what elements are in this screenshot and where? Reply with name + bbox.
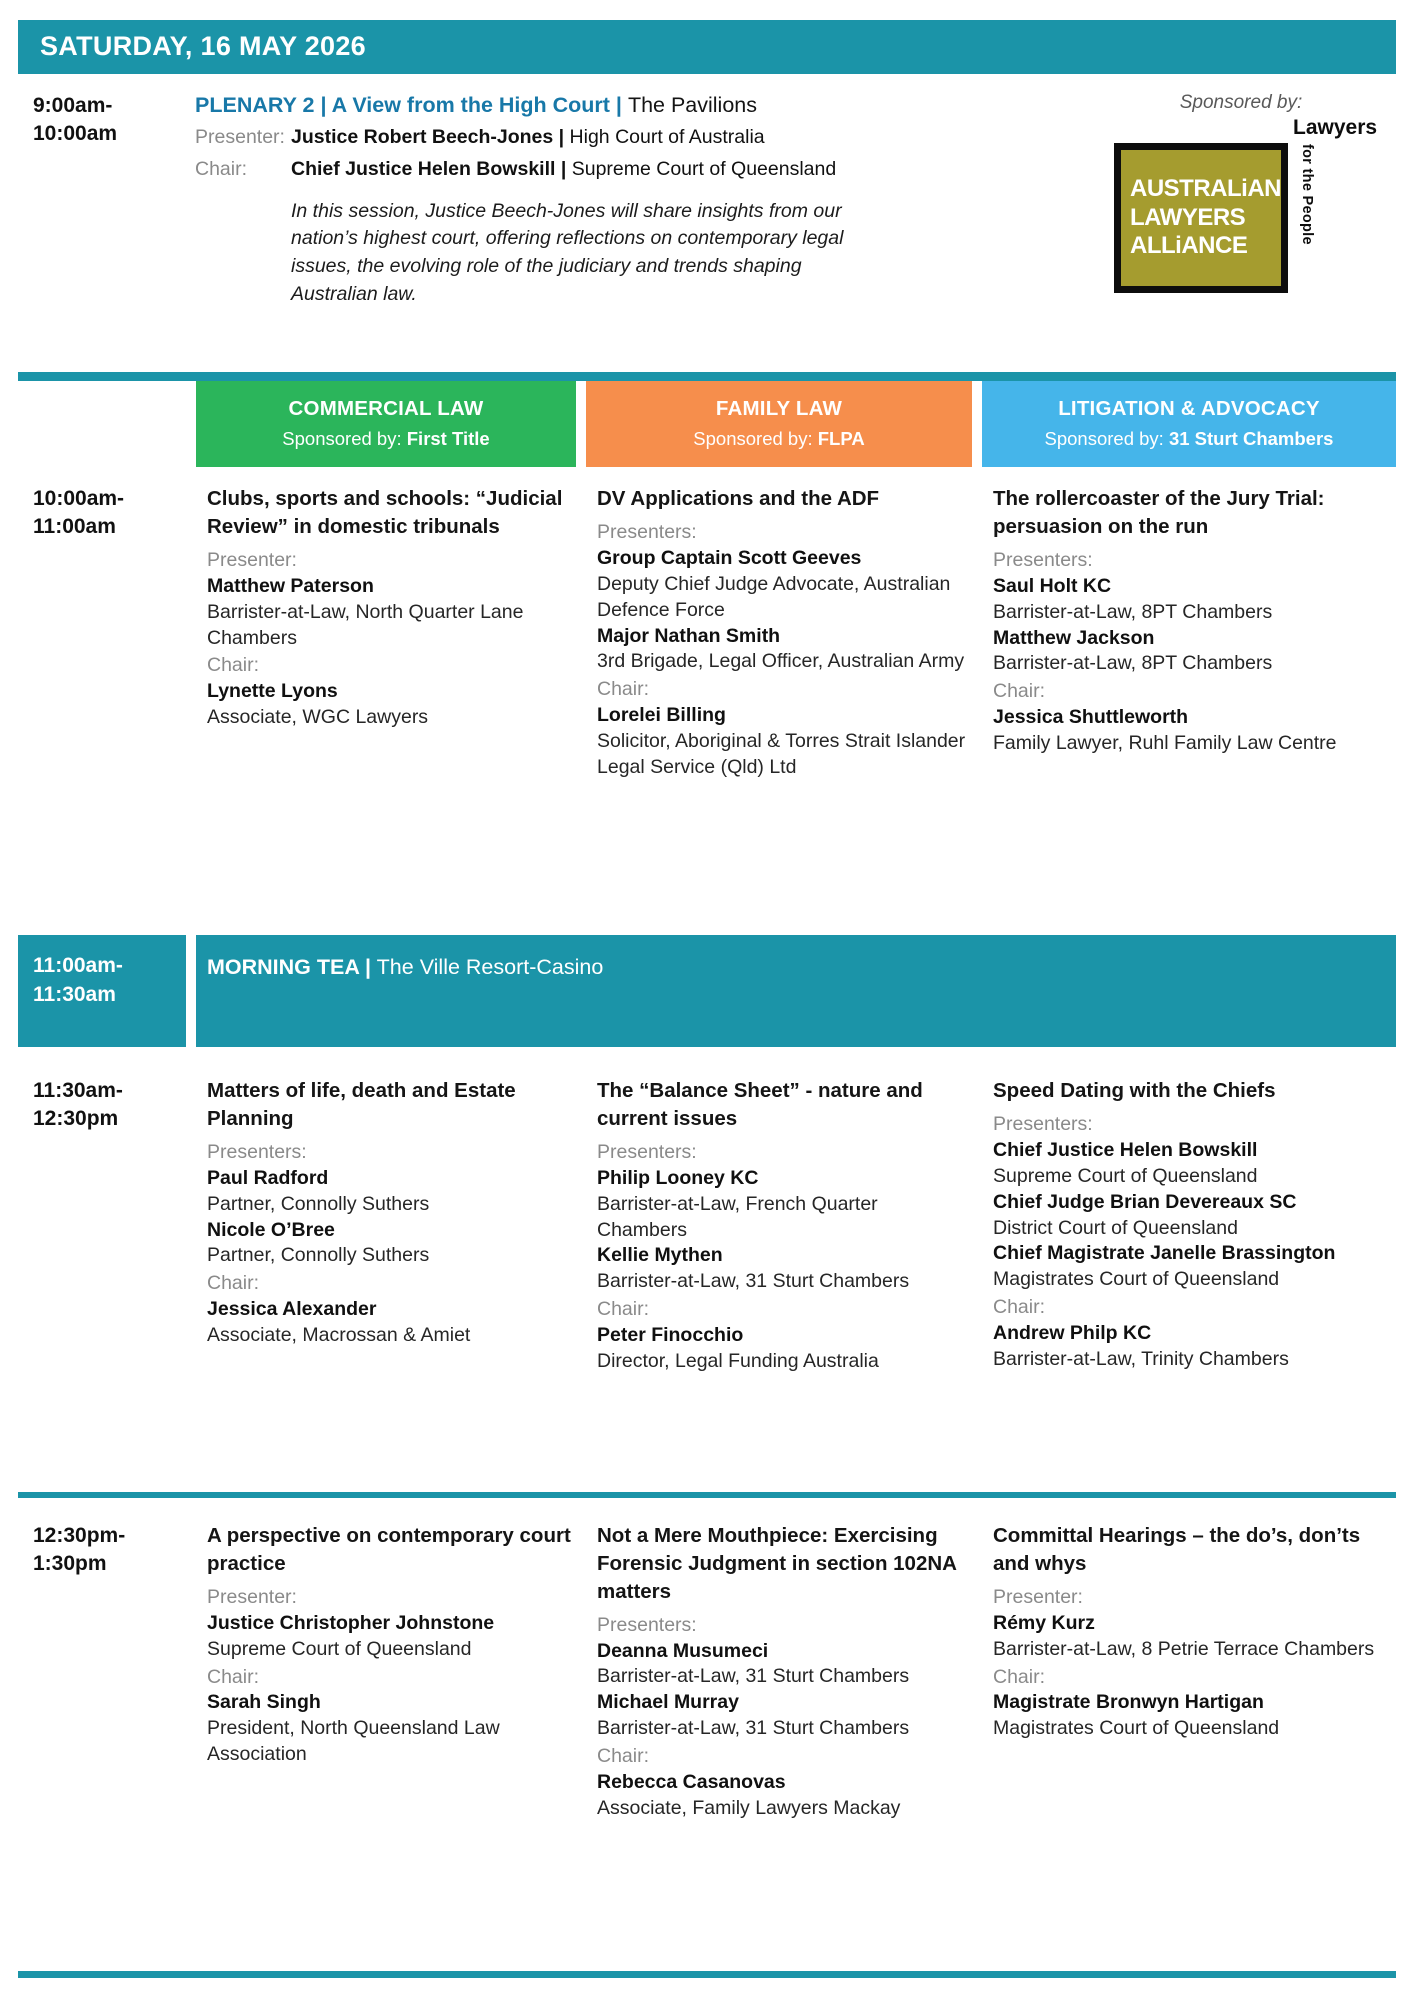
person-line: Presenters: xyxy=(597,1140,697,1163)
person-line: Saul Holt KC xyxy=(993,574,1112,597)
session-row-1230pm xyxy=(18,1498,1396,1971)
plenary-title-highlight: PLENARY 2 | A View from the High Court | xyxy=(195,93,622,117)
person-line: Partner, Connolly Suthers xyxy=(207,1244,430,1267)
time-end: 10:00am xyxy=(33,122,118,146)
sponsored-by-label: Sponsored by: xyxy=(1179,92,1303,113)
track-header-commercial-law xyxy=(196,381,576,467)
session-title: DV Applications and the ADF xyxy=(597,487,880,510)
session-row-10am xyxy=(18,467,1396,935)
person-line: Magistrates Court of Queensland xyxy=(993,1268,1280,1291)
session-title: Not a Mere Mouthpiece: Exercising Forensic Judgment in section 102NA matters xyxy=(597,1524,957,1603)
person-line: Presenters: xyxy=(993,548,1093,571)
person-line: Jessica Shuttleworth xyxy=(993,706,1189,729)
ala-logo-line2: LAWYERS xyxy=(1130,203,1246,231)
person-line: 3rd Brigade, Legal Officer, Australian Army xyxy=(597,650,965,673)
session-title: Matters of life, death and Estate Planning xyxy=(207,1079,516,1130)
person-line: Chair: xyxy=(993,680,1046,703)
session-cell-family xyxy=(586,485,972,935)
session-cell-family xyxy=(586,1522,972,1971)
chair-value: Chief Justice Helen Bowskill | Supreme Court of Queensland xyxy=(291,158,837,181)
plenary-chair-row xyxy=(195,157,1086,182)
track-header-spacer xyxy=(18,381,186,467)
plenary-venue: The Pavilions xyxy=(627,93,758,117)
person-line: Matthew Jackson xyxy=(993,626,1155,649)
person-line: Deanna Musumeci xyxy=(597,1639,769,1662)
person-line: Associate, WGC Lawyers xyxy=(207,706,429,729)
person-line: Philip Looney KC xyxy=(597,1166,759,1189)
presenter-label: Presenter: xyxy=(195,126,285,148)
person-line: Presenters: xyxy=(597,1613,697,1636)
person-line: Presenters: xyxy=(993,1112,1093,1135)
person-line: Barrister-at-Law, 8 Petrie Terrace Chambers xyxy=(993,1637,1375,1660)
person-line: Barrister-at-Law, 8PT Chambers xyxy=(993,652,1273,675)
session-people xyxy=(597,1613,968,1822)
track-sponsor: Sponsored by: First Title xyxy=(282,428,490,449)
time-end: 11:00am xyxy=(33,515,116,539)
time-end: 1:30pm xyxy=(33,1552,107,1576)
session-cell-commercial xyxy=(196,1077,576,1492)
person-line: Lorelei Billing xyxy=(597,704,726,727)
time-start: 9:00am- xyxy=(33,94,113,117)
session-people xyxy=(993,1112,1392,1373)
person-line: Chair: xyxy=(207,1272,260,1295)
person-line: President, North Queensland Law Association xyxy=(207,1717,500,1766)
person-line: Barrister-at-Law, 31 Sturt Chambers xyxy=(597,1665,910,1688)
session-title: The “Balance Sheet” - nature and current issues xyxy=(597,1079,923,1130)
session-people xyxy=(597,520,968,781)
plenary-details xyxy=(186,92,1086,360)
plenary-session xyxy=(18,92,1396,360)
presenter-value: Justice Robert Beech-Jones | High Court of Australia xyxy=(291,126,765,148)
plenary-title xyxy=(195,93,1086,118)
track-name: COMMERCIAL LAW xyxy=(288,397,484,420)
session-people xyxy=(993,1585,1392,1743)
person-line: Presenter: xyxy=(207,1585,297,1608)
person-line: Chair: xyxy=(207,654,260,677)
break-venue: The Ville Resort-Casino xyxy=(376,955,604,979)
person-line: Jessica Alexander xyxy=(207,1298,377,1321)
ala-tagline-side: for the People xyxy=(1299,144,1315,245)
ala-tagline-top: Lawyers xyxy=(1293,116,1378,139)
person-line: Matthew Paterson xyxy=(207,574,374,597)
person-line: Director, Legal Funding Australia xyxy=(597,1350,879,1373)
track-sponsor: Sponsored by: 31 Sturt Chambers xyxy=(1044,428,1334,449)
divider-bottom xyxy=(18,1971,1396,1978)
plenary-description: In this session, Justice Beech-Jones will share insights from our nation’s highest court, offering reflections on contemporary legal issues, the evolving role of the judiciary and trends shaping Australian law. xyxy=(291,199,844,305)
person-line: Michael Murray xyxy=(597,1691,739,1714)
person-line: Group Captain Scott Geeves xyxy=(597,546,862,569)
session-title: Committal Hearings – the do’s, don’ts and whys xyxy=(993,1524,1361,1575)
person-line: Rebecca Casanovas xyxy=(597,1771,786,1794)
person-line: Presenter: xyxy=(207,548,297,571)
plenary-sponsor-block xyxy=(1086,92,1396,360)
person-line: Chair: xyxy=(597,1298,650,1321)
person-line: Major Nathan Smith xyxy=(597,624,781,647)
ala-logo-line1: AUSTRALiAN xyxy=(1130,174,1281,202)
person-line: Barrister-at-Law, 31 Sturt Chambers xyxy=(597,1717,910,1740)
person-line: Chair: xyxy=(597,678,650,701)
person-line: Chief Magistrate Janelle Brassington xyxy=(993,1242,1336,1265)
session-time-range xyxy=(18,1077,186,1492)
person-line: Supreme Court of Queensland xyxy=(207,1637,472,1660)
person-line: Presenters: xyxy=(597,520,697,543)
person-line: District Court of Queensland xyxy=(993,1216,1238,1239)
session-cell-litigation xyxy=(982,485,1396,935)
session-cell-litigation xyxy=(982,1522,1396,1971)
person-line: Associate, Macrossan & Amiet xyxy=(207,1324,471,1347)
person-line: Chair: xyxy=(993,1296,1046,1319)
person-line: Lynette Lyons xyxy=(207,680,338,703)
person-line: Barrister-at-Law, French Quarter Chambers xyxy=(597,1192,878,1241)
person-line: Justice Christopher Johnstone xyxy=(207,1611,495,1634)
session-cell-family xyxy=(586,1077,972,1492)
time-start: 10:00am- xyxy=(33,487,125,510)
person-line: Supreme Court of Queensland xyxy=(993,1164,1258,1187)
ala-logo-tagline xyxy=(1293,117,1377,245)
person-line: Family Lawyer, Ruhl Family Law Centre xyxy=(993,732,1337,755)
session-cell-litigation xyxy=(982,1077,1396,1492)
session-title: Speed Dating with the Chiefs xyxy=(993,1079,1276,1102)
session-people xyxy=(993,548,1392,757)
person-line: Magistrate Bronwyn Hartigan xyxy=(993,1691,1264,1714)
day-banner: SATURDAY, 16 MAY 2026 xyxy=(18,20,1396,74)
track-sponsor: Sponsored by: FLPA xyxy=(693,428,865,449)
ala-logo-line3: ALLiANCE xyxy=(1130,232,1248,260)
person-line: Barrister-at-Law, 31 Sturt Chambers xyxy=(597,1270,910,1293)
person-line: Presenter: xyxy=(993,1585,1083,1608)
track-header-litigation-advocacy xyxy=(982,381,1396,467)
session-title: The rollercoaster of the Jury Trial: persuasion on the run xyxy=(993,487,1325,538)
person-line: Solicitor, Aboriginal & Torres Strait Islander Legal Service (Qld) Ltd xyxy=(597,730,966,779)
person-line: Barrister-at-Law, 8PT Chambers xyxy=(993,600,1273,623)
plenary-time-range xyxy=(18,92,186,360)
person-line: Peter Finocchio xyxy=(597,1324,744,1347)
person-line: Chair: xyxy=(993,1665,1046,1688)
break-time-range xyxy=(18,935,186,1047)
person-line: Associate, Family Lawyers Mackay xyxy=(597,1797,901,1820)
track-header-family-law xyxy=(586,381,972,467)
session-people xyxy=(207,1585,572,1768)
person-line: Magistrates Court of Queensland xyxy=(993,1717,1280,1740)
person-line: Nicole O’Bree xyxy=(207,1218,335,1241)
person-line: Barrister-at-Law, Trinity Chambers xyxy=(993,1348,1289,1371)
session-row-1130am xyxy=(18,1047,1396,1492)
ala-logo-square xyxy=(1114,143,1288,293)
session-cell-commercial xyxy=(196,485,576,935)
session-title: A perspective on contemporary court practice xyxy=(207,1524,571,1575)
person-line: Andrew Philp KC xyxy=(993,1322,1152,1345)
time-start: 11:00am- xyxy=(33,954,123,977)
session-cell-commercial xyxy=(196,1522,576,1971)
person-line: Paul Radford xyxy=(207,1166,329,1189)
morning-tea-banner xyxy=(196,935,1396,1047)
australian-lawyers-alliance-logo xyxy=(1114,116,1378,293)
person-line: Presenters: xyxy=(207,1140,307,1163)
person-line: Chief Judge Brian Devereaux SC xyxy=(993,1190,1297,1213)
session-people xyxy=(597,1140,968,1375)
track-header-row xyxy=(18,381,1396,467)
chair-label: Chair: xyxy=(195,158,248,181)
break-title: MORNING TEA | xyxy=(207,955,372,979)
track-name: LITIGATION & ADVOCACY xyxy=(1058,397,1320,420)
session-title: Clubs, sports and schools: “Judicial Review” in domestic tribunals xyxy=(207,487,563,538)
plenary-presenter-row xyxy=(195,125,1086,150)
person-line: Partner, Connolly Suthers xyxy=(207,1192,430,1215)
person-line: Barrister-at-Law, North Quarter Lane Chambers xyxy=(207,600,524,649)
person-line: Kellie Mythen xyxy=(597,1244,723,1267)
person-line: Rémy Kurz xyxy=(993,1611,1095,1634)
session-time-range xyxy=(18,485,186,935)
person-line: Chair: xyxy=(207,1665,260,1688)
person-line: Deputy Chief Judge Advocate, Australian Defence Force xyxy=(597,572,951,621)
person-line: Chair: xyxy=(597,1745,650,1768)
time-end: 11:30am xyxy=(33,983,116,1007)
time-start: 12:30pm- xyxy=(33,1524,126,1547)
person-line: Sarah Singh xyxy=(207,1691,321,1714)
divider-top xyxy=(18,372,1396,381)
morning-tea-row xyxy=(18,935,1396,1047)
track-name: FAMILY LAW xyxy=(715,397,843,420)
time-start: 11:30am- xyxy=(33,1079,123,1102)
session-people xyxy=(207,1140,572,1349)
session-time-range xyxy=(18,1522,186,1971)
person-line: Chief Justice Helen Bowskill xyxy=(993,1138,1258,1161)
time-end: 12:30pm xyxy=(33,1107,119,1131)
session-people xyxy=(207,548,572,731)
